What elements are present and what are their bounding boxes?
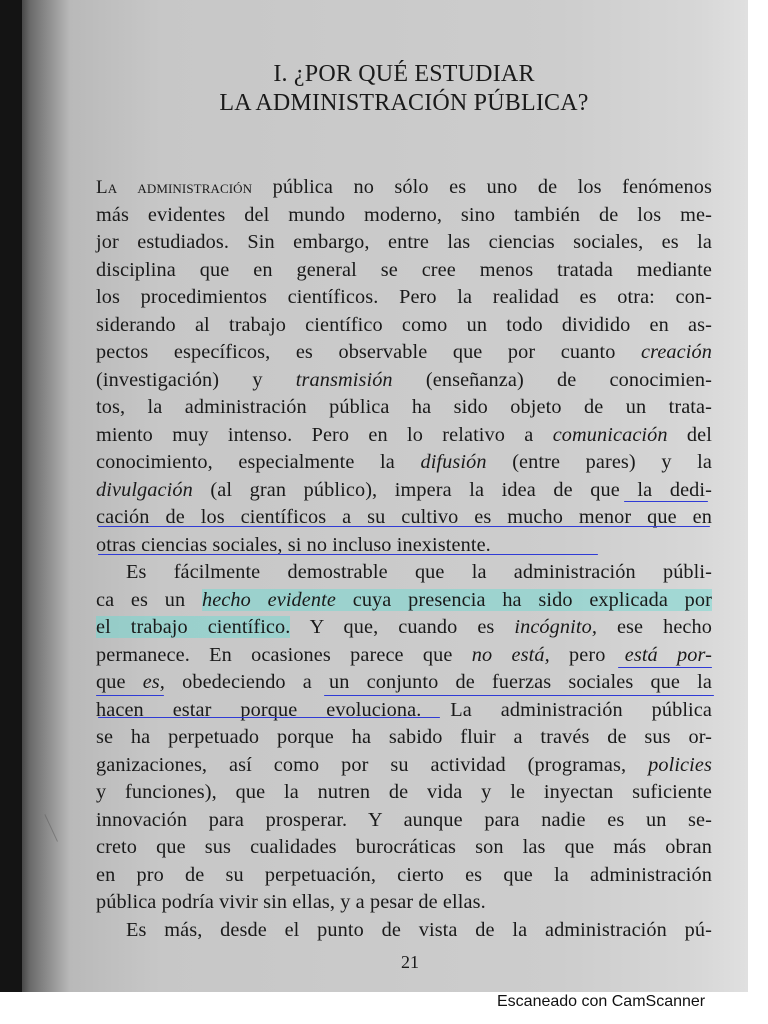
- text-line: en pro de su perpetuación, cierto es que la administración: [96, 863, 712, 886]
- text-line: pública podría vivir sin ellas, y a pesar de ellas.: [96, 891, 486, 913]
- text-line: creto que sus cualidades burocráticas son las que más obran: [96, 836, 712, 858]
- pen-underline: [98, 554, 598, 555]
- text-line: ganizaciones, así como por su actividad (programas, policies: [96, 753, 712, 776]
- margin-pencil-mark: [44, 808, 70, 842]
- pen-underline: [98, 717, 440, 718]
- text-line: La administración pública no sólo es uno de los fenómenos: [96, 176, 712, 198]
- text-line: jor estudiados. Sin embargo, entre las ciencias sociales, es la: [96, 231, 712, 253]
- text-line: divulgación (al gran público), impera la idea de que la dedi-: [96, 478, 712, 501]
- text-line: permanece. En ocasiones parece que no está, pero está por-: [96, 642, 712, 670]
- text-line: se ha perpetuado porque ha sabido fluir a través de sus or-: [96, 726, 712, 748]
- pen-underline: [624, 501, 708, 502]
- book-page: [96, 60, 713, 941]
- text-line: que es, obedeciendo a un conjunto de fuerzas sociales que la: [96, 669, 712, 697]
- pen-underline: [98, 526, 710, 527]
- chapter-title: [96, 60, 712, 118]
- text-line: innovación para prosperar. Y aunque para nadie es un se-: [96, 808, 712, 831]
- text-line: otras ciencias sociales, si no incluso inexistente.: [96, 533, 491, 556]
- chapter-title-line-2: LA ADMINISTRACIÓN PÚBLICA?: [219, 90, 589, 116]
- text-line: ca es un hecho evidente cuya presencia ha sido explicada por: [96, 588, 712, 611]
- body-text: [96, 174, 712, 944]
- text-line: más evidentes del mundo moderno, sino también de los me-: [96, 203, 712, 226]
- scanner-watermark: Escaneado con CamScanner: [497, 993, 706, 1010]
- text-line: (investigación) y transmisión (enseñanza) de conocimien-: [96, 368, 712, 391]
- text-line: Es más, desde el punto de vista de la administración pú-: [126, 918, 712, 941]
- text-line: disciplina que en general se cree menos tratada mediante: [96, 258, 712, 281]
- text-line: hacen estar porque evoluciona. La administración pública: [96, 698, 712, 721]
- text-line: miento muy intenso. Pero en lo relativo a comunicación del: [96, 423, 713, 446]
- text-line: pectos específicos, es observable que por cuanto creación: [96, 341, 712, 363]
- text-line: los procedimientos científicos. Pero la realidad es otra: con-: [96, 286, 712, 308]
- pen-underline: [618, 667, 712, 668]
- chapter-title-line-1: I. ¿POR QUÉ ESTUDIAR: [273, 61, 535, 87]
- text-line: tos, la administración pública ha sido objeto de un trata-: [96, 396, 712, 418]
- book-spine-shadow: [0, 0, 22, 992]
- text-line: conocimiento, especialmente la difusión (entre pares) y la: [96, 451, 712, 473]
- text-line: y funciones), que la nutren de vida y le inyectan suficiente: [96, 781, 712, 803]
- text-line: Es fácilmente demostrable que la administración públi-: [126, 561, 712, 583]
- text-line: siderando al trabajo científico como un todo dividido en as-: [96, 313, 712, 336]
- pen-underline: [96, 695, 164, 696]
- text-line: el trabajo científico. Y que, cuando es incógnito, ese hecho: [96, 616, 713, 638]
- pen-underline: [324, 695, 714, 696]
- text-line: cación de los científicos a su cultivo es mucho menor que en: [96, 506, 712, 528]
- page-number: 21: [401, 952, 419, 972]
